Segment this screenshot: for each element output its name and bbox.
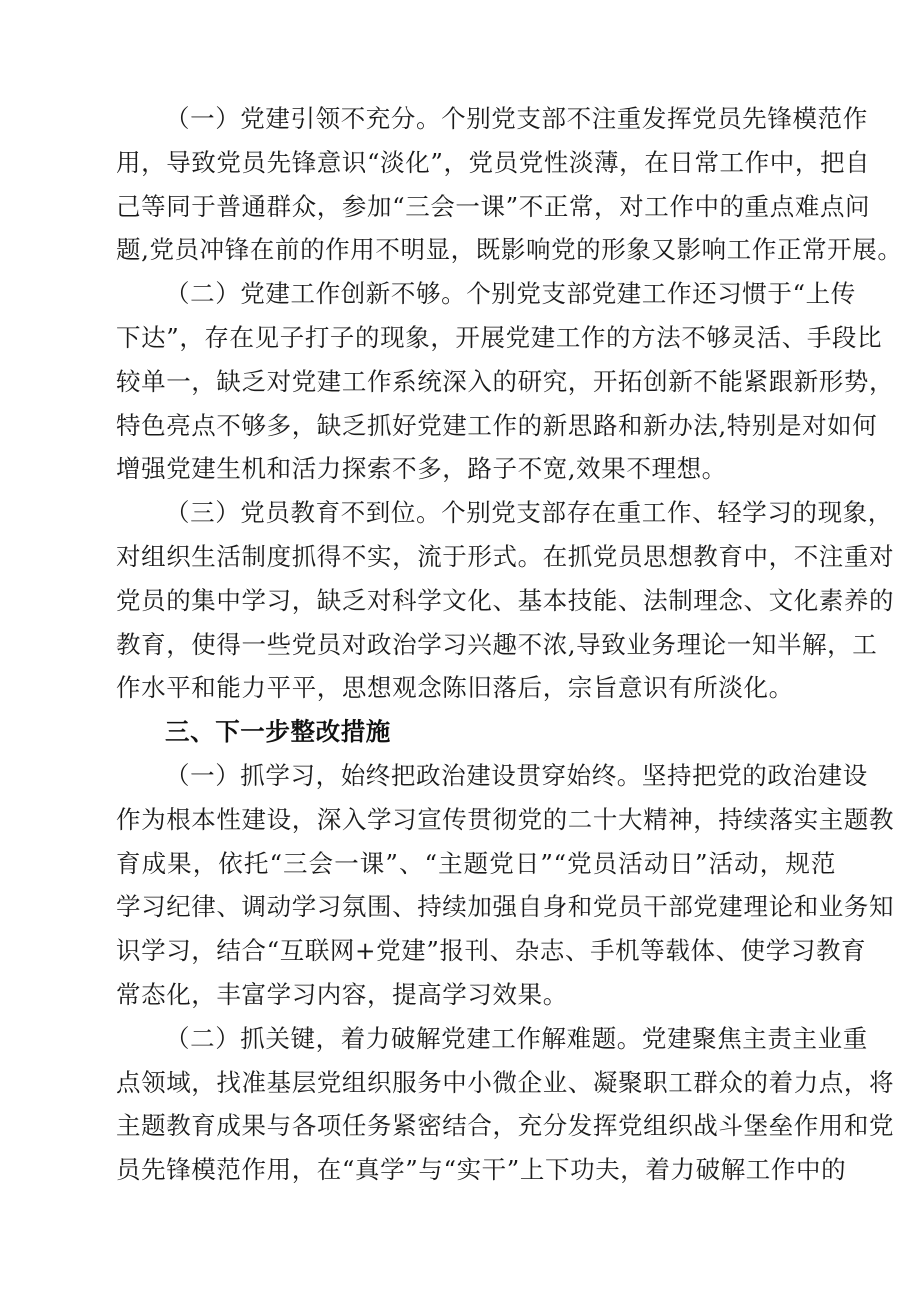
paragraph-member-education <box>116 491 895 710</box>
text-line: 作为根本性建设，深入学习宣传贯彻党的二十大精神，持续落实主题教 <box>116 804 895 834</box>
text-line: 教育，使得一些党员对政治学习兴趣不浓,导致业务理论一知半解，工 <box>116 629 878 659</box>
text-line: 党员的集中学习，缺乏对科学文化、基本技能、法制理念、文化素养的 <box>116 585 895 615</box>
text-line: （二）党建工作创新不够。个别党支部党建工作还习惯于“上传 <box>165 279 856 309</box>
text-line: 对组织生活制度抓得不实，流于形式。在抓党员思想教育中，不注重对 <box>116 541 895 571</box>
text-line: 题,党员冲锋在前的作用不明显，既影响党的形象又影响工作正常开展。 <box>116 235 903 265</box>
text-line: 用，导致党员先锋意识“淡化”，党员党性淡薄，在日常工作中，把自 <box>116 147 871 177</box>
paragraph-study <box>116 754 895 1017</box>
paragraph-party-building-guidance <box>116 97 903 272</box>
paragraph-innovation <box>116 272 895 491</box>
text-line: （二）抓关键，着力破解党建工作解难题。党建聚焦主责主业重 <box>165 1023 868 1053</box>
text-line: 员先锋模范作用，在“真学”与“实干”上下功夫，着力破解工作中的 <box>116 1155 847 1185</box>
text-line: 较单一，缺乏对党建工作系统深入的研究，开拓创新不能紧跟新形势， <box>116 366 895 396</box>
document-body <box>116 97 903 1192</box>
section-heading: 三、下一步整改措施 <box>165 717 391 747</box>
text-line: 点领域，找准基层党组织服务中小微企业、凝聚职工群众的着力点，将 <box>116 1067 895 1097</box>
paragraph-key-problems <box>116 1017 895 1192</box>
text-line: 己等同于普通群众，参加“三会一课”不正常，对工作中的重点难点问 <box>116 191 871 221</box>
text-line: 特色亮点不够多，缺乏抓好党建工作的新思路和新办法,特别是对如何 <box>116 410 878 440</box>
text-line: 下达”，存在见子打子的现象，开展党建工作的方法不够灵活、手段比 <box>116 322 883 352</box>
text-line: 识学习，结合“互联网+党建”报刊、杂志、手机等载体、使学习教育 <box>116 936 867 966</box>
text-line: （三）党员教育不到位。个别党支部存在重工作、轻学习的现象， <box>165 498 893 528</box>
text-line: （一）党建引领不充分。个别党支部不注重发挥党员先锋模范作 <box>165 104 868 133</box>
text-line: 主题教育成果与各项任务紧密结合，充分发挥党组织战斗堡垒作用和党 <box>116 1111 895 1141</box>
text-line: 学习纪律、调动学习氛围、持续加强自身和党员干部党建理论和业务知 <box>116 892 895 922</box>
text-line: 育成果，依托“三会一课”、“主题党日”“党员活动日”活动，规范 <box>116 848 836 878</box>
text-line: 常态化，丰富学习内容，提高学习效果。 <box>116 979 568 1009</box>
text-line: 增强党建生机和活力探索不多，路子不宽,效果不理想。 <box>116 454 727 484</box>
text-line: 作水平和能力平平，思想观念陈旧落后，宗旨意识有所淡化。 <box>116 673 794 703</box>
text-line: （一）抓学习，始终把政治建设贯穿始终。坚持把党的政治建设 <box>165 760 868 790</box>
